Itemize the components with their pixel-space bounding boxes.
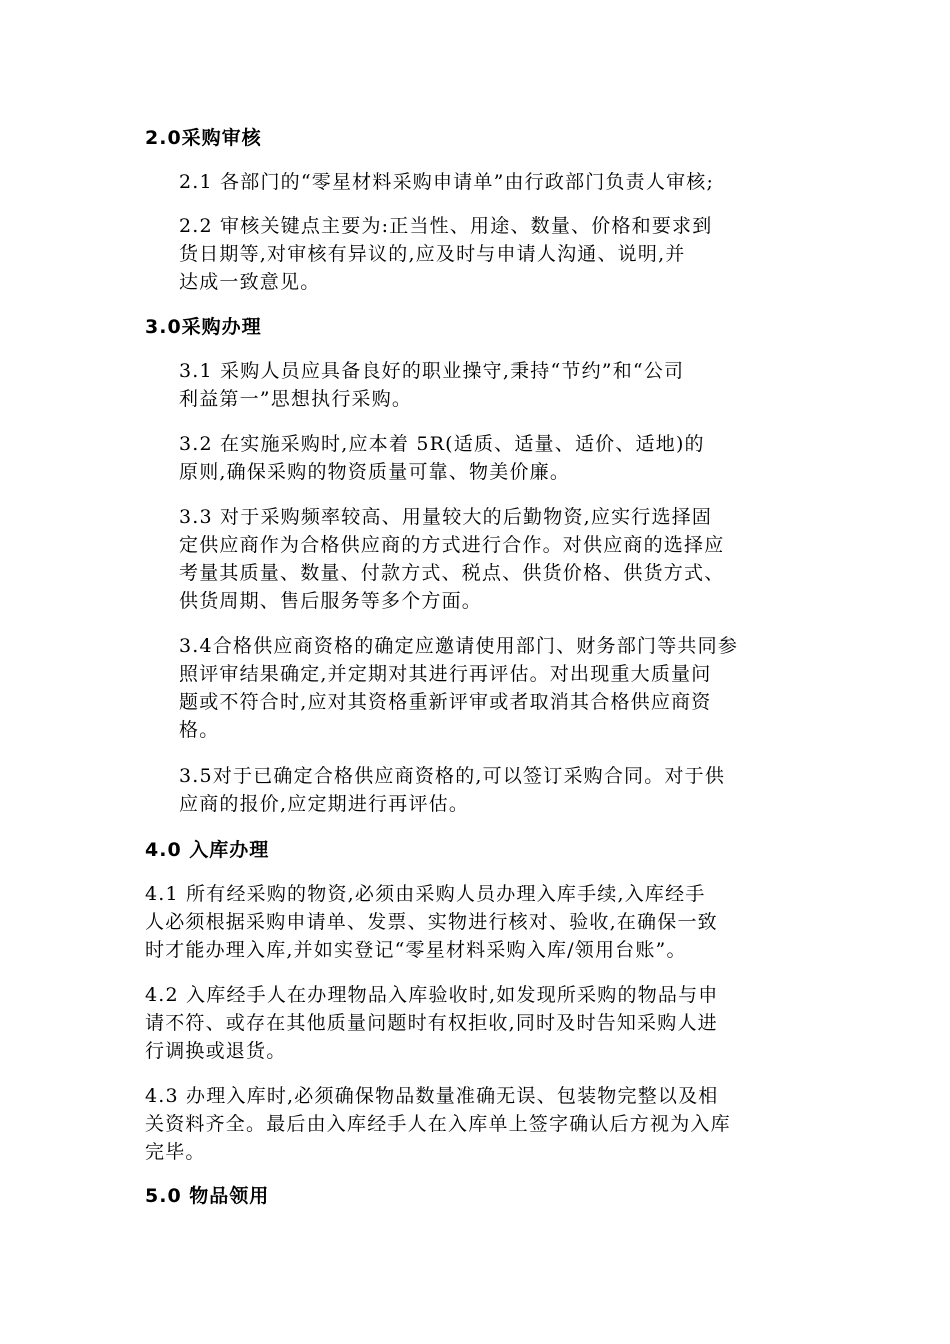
text-line: 应商的报价,应定期进行再评估。	[179, 793, 470, 815]
text-line: 请不符、或存在其他质量问题时有权拒收,同时及时告知采购人进	[145, 1012, 718, 1034]
text-line: 4.3 办理入库时,必须确保物品数量准确无误、包装物完整以及相	[145, 1085, 719, 1107]
section-2-heading: 2.0采购审核	[145, 127, 262, 149]
text-line: 利益第一”思想执行采购。	[179, 388, 413, 410]
paragraph-2-1	[179, 168, 809, 196]
text-line: 3.5对于已确定合格供应商资格的,可以签订采购合同。对于供	[179, 765, 726, 787]
paragraph-3-1	[179, 357, 809, 413]
paragraph-2-2	[179, 212, 809, 296]
paragraph-4-1	[145, 880, 809, 964]
section-5-heading: 5.0 物品领用	[145, 1185, 270, 1207]
text-line: 4.2 入库经手人在办理物品入库验收时,如发现所采购的物品与申	[145, 984, 719, 1006]
text-line: 3.2 在实施采购时,应本着 5R(适质、适量、适价、适地)的	[179, 433, 705, 455]
text-line: 时才能办理入库,并如实登记“零星材料采购入库/领用台账”。	[145, 939, 687, 961]
paragraph-3-2	[179, 430, 809, 486]
text-line: 原则,确保采购的物资质量可靠、物美价廉。	[179, 461, 571, 483]
text-line: 完毕。	[145, 1141, 206, 1163]
text-line: 人必须根据采购申请单、发票、实物进行核对、验收,在确保一致	[145, 911, 718, 933]
text-line: 2.2 审核关键点主要为:正当性、用途、数量、价格和要求到	[179, 215, 713, 237]
text-line: 3.4合格供应商资格的确定应邀请使用部门、财务部门等共同参	[179, 635, 739, 657]
text-line: 3.1 采购人员应具备良好的职业操守,秉持“节约”和“公司	[179, 360, 685, 382]
section-4-heading: 4.0 入库办理	[145, 839, 270, 861]
text-line: 关资料齐全。最后由入库经手人在入库单上签字确认后方视为入库	[145, 1113, 731, 1135]
text-line: 2.1 各部门的“零星材料采购申请单”由行政部门负责人审核;	[179, 171, 715, 193]
text-line: 格。	[179, 719, 220, 741]
section-3-heading: 3.0采购办理	[145, 316, 262, 338]
paragraph-3-5	[179, 762, 809, 818]
text-line: 题或不符合时,应对其资格重新评审或者取消其合格供应商资	[179, 691, 712, 713]
text-line: 照评审结果确定,并定期对其进行再评估。对出现重大质量问	[179, 663, 712, 685]
paragraph-4-3	[145, 1082, 809, 1166]
text-line: 3.3 对于采购频率较高、用量较大的后勤物资,应实行选择固	[179, 506, 713, 528]
text-line: 供货周期、售后服务等多个方面。	[179, 590, 483, 612]
paragraph-3-3	[179, 503, 809, 615]
text-line: 货日期等,对审核有异议的,应及时与申请人沟通、说明,并	[179, 243, 686, 265]
text-line: 行调换或退货。	[145, 1040, 287, 1062]
text-line: 定供应商作为合格供应商的方式进行合作。对供应商的选择应	[179, 534, 725, 556]
text-line: 4.1 所有经采购的物资,必须由采购人员办理入库手续,入库经手	[145, 883, 706, 905]
text-line: 达成一致意见。	[179, 271, 321, 293]
text-line: 考量其质量、数量、付款方式、税点、供货价格、供货方式、	[179, 562, 725, 584]
paragraph-3-4	[179, 632, 809, 744]
paragraph-4-2	[145, 981, 809, 1065]
